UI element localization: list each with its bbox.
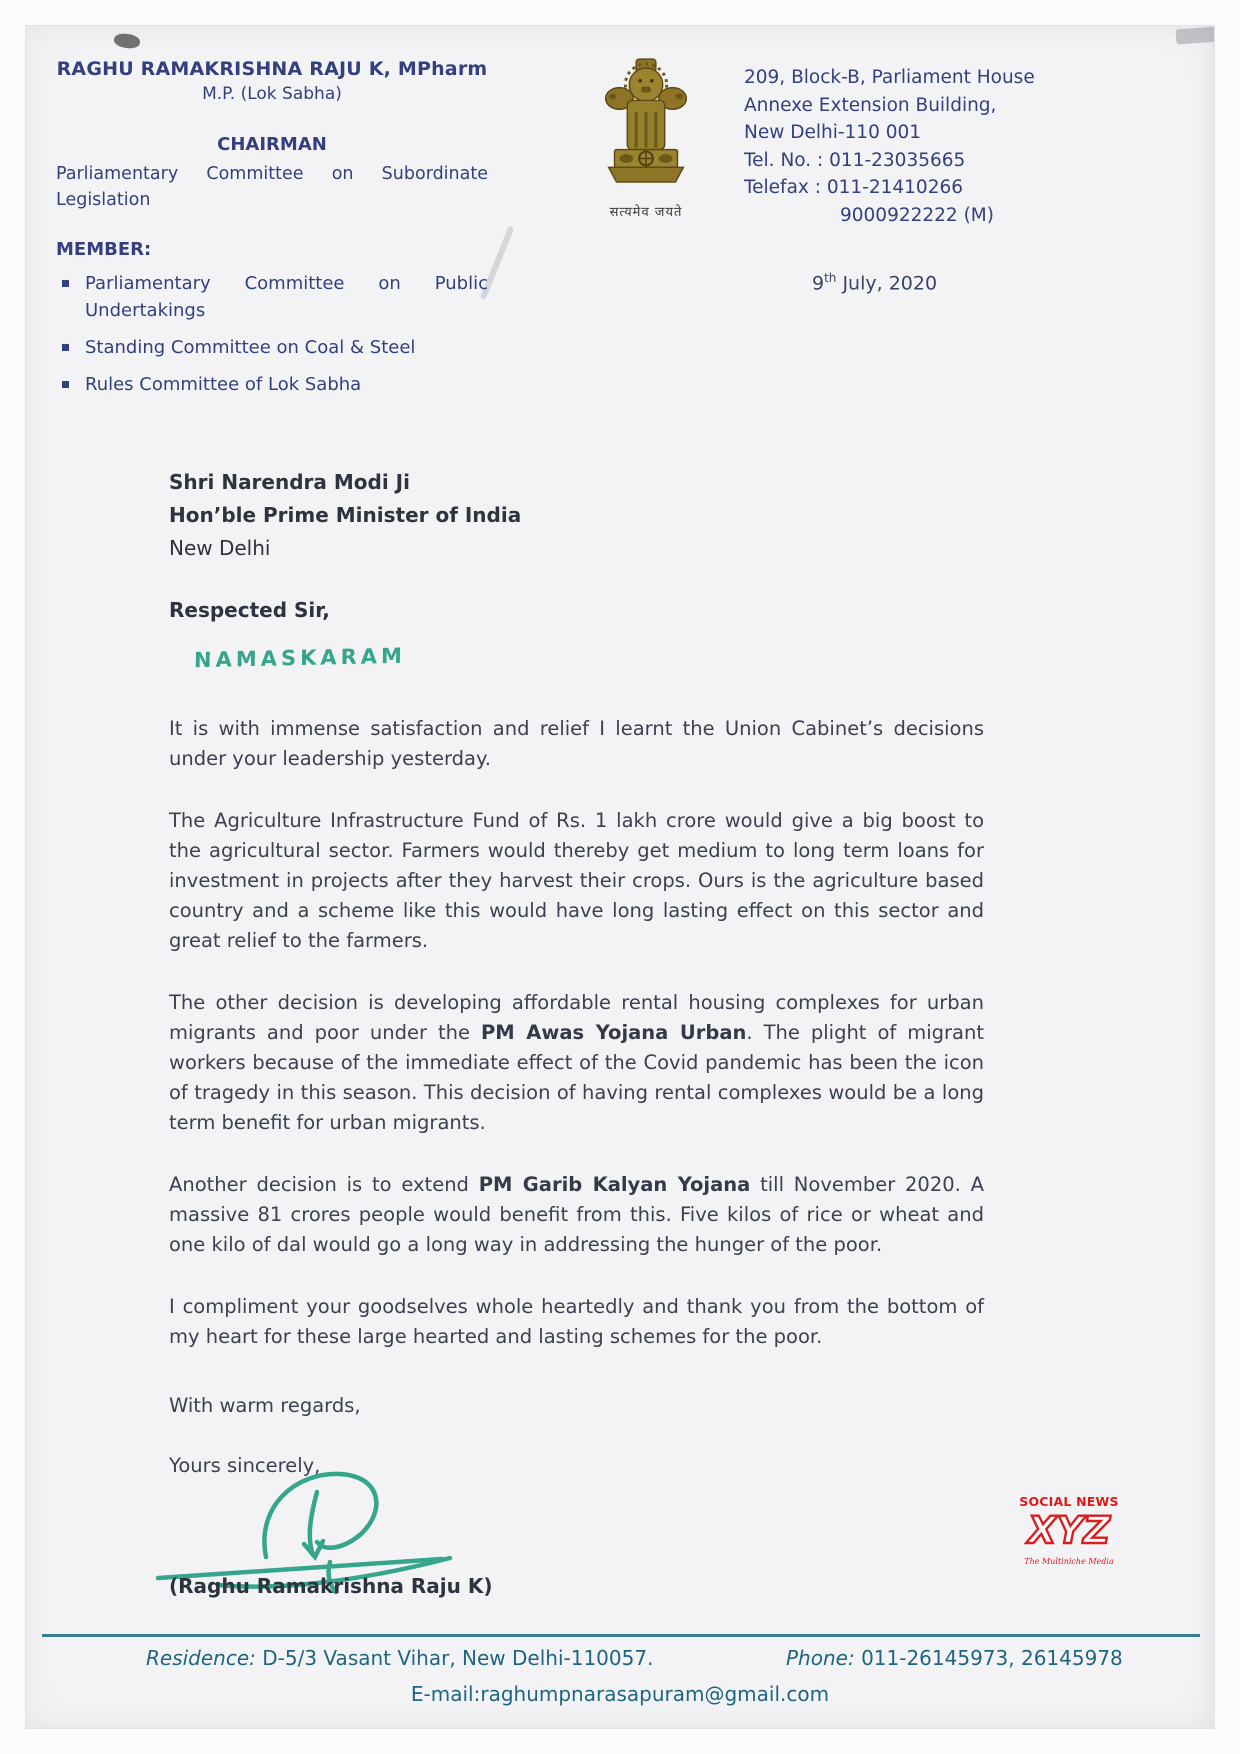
membership-label: Standing Committee on Coal & Steel <box>85 337 416 358</box>
watermark-tagline: The Multiniche Media <box>1024 1557 1114 1566</box>
square-bullet-icon <box>62 280 69 287</box>
body-paragraph <box>169 806 984 956</box>
address-line: Annexe Extension Building, <box>744 94 997 116</box>
sender-name: RAGHU RAMAKRISHNA RAJU K, MPharm <box>56 58 488 80</box>
paragraph-text: The Agriculture Infrastructure Fund of Rs. 1 lakh crore would give a big boost to the agricultural sector. Farmers would thereby get medium to long term loans for investment in projects after they harvest their crops. Ours is the agriculture based country and a scheme like this would have long lasting effect on this sector and great relief to the farmers. <box>169 809 984 952</box>
square-bullet-icon <box>62 381 69 388</box>
member-heading: MEMBER: <box>56 239 152 260</box>
address-line: 209, Block-B, Parliament House <box>744 67 1035 88</box>
letterhead-left-block <box>56 58 488 398</box>
residence-label: Residence: <box>146 1646 256 1670</box>
salutation: Respected Sir, <box>169 598 330 622</box>
telefax-line: Telefax : 011-21410266 <box>744 177 964 198</box>
footer-divider <box>42 1634 1200 1637</box>
paragraph-text: It is with immense satisfaction and relief I learnt the Union Cabinet’s decisions under your leadership yesterday. <box>169 717 984 770</box>
body-paragraph <box>169 714 984 774</box>
phone-label: Phone: <box>786 1646 855 1670</box>
membership-item <box>56 270 488 324</box>
recipient-city: New Delhi <box>169 536 271 560</box>
membership-label: Rules Committee of Lok Sabha <box>85 374 362 395</box>
paragraph-bold-text: PM Awas Yojana Urban <box>480 1021 747 1044</box>
footer-email: E-mail:raghumpnarasapuram@gmail.com <box>410 1682 830 1706</box>
emblem-block <box>571 56 721 220</box>
recipient-block <box>169 466 521 565</box>
watermark-social-news-text: SOCIAL NEWS <box>1019 1494 1119 1509</box>
membership-list <box>56 270 488 398</box>
phone-value: 011-26145973, 26145978 <box>861 1646 1123 1670</box>
emblem-motto: सत्यमेव जयते <box>609 205 683 220</box>
membership-item <box>56 334 488 361</box>
social-news-xyz-watermark <box>1008 1494 1130 1566</box>
membership-label: Parliamentary Committee on Public Undertakings <box>85 273 488 321</box>
paragraph-text: I compliment your goodselves whole heartedly and thank you from the bottom of my heart for these large hearted and lasting schemes for the poor. <box>169 1295 984 1348</box>
paragraph-text: Another decision is to extend <box>169 1173 479 1196</box>
body-paragraph <box>169 1292 984 1352</box>
handwritten-greeting: NAMASKARAM <box>193 643 407 673</box>
address-line: New Delhi-110 001 <box>744 122 922 143</box>
letter-date <box>812 265 1104 298</box>
footer-residence <box>146 1646 653 1670</box>
date-rest: July, 2020 <box>836 272 938 295</box>
signer-name: (Raghu Ramakrishna Raju K) <box>169 1574 493 1598</box>
emblem-of-india-icon <box>587 56 705 196</box>
sender-designation: M.P. (Lok Sabha) <box>202 84 342 104</box>
scan-smudge-artifact <box>113 32 141 49</box>
recipient-name: Shri Narendra Modi Ji <box>169 470 410 494</box>
body-paragraph <box>169 1170 984 1260</box>
letterhead-right-block <box>744 64 1104 298</box>
closing-sincerely: Yours sincerely, <box>169 1454 321 1477</box>
letter-page <box>25 25 1215 1729</box>
paragraph-text: The other decision is developing affordable rental housing complexes for urban migrants and poor under the <box>169 991 984 1044</box>
body-paragraph <box>169 988 984 1138</box>
paragraph-text: till November 2020. A massive 81 crores people would benefit from this. Five kilos of rice or wheat and one kilo of dal would go a long way in addressing the hunger of the poor. <box>169 1173 984 1256</box>
paragraph-text: . The plight of migrant workers because of the immediate effect of the Covid pandemic has been the icon of tragedy in this season. This decision of having rental complexes would be a long term benefit for urban migrants. <box>169 1021 985 1134</box>
mobile-line: 9000922222 (M) <box>840 204 994 226</box>
recipient-title: Hon’ble Prime Minister of India <box>169 503 522 527</box>
closing-regards: With warm regards, <box>169 1394 361 1417</box>
scan-corner-artifact <box>1176 27 1215 45</box>
residence-value: D-5/3 Vasant Vihar, New Delhi-110057. <box>262 1646 654 1670</box>
letter-body <box>169 714 984 1384</box>
footer-phone <box>786 1646 1123 1670</box>
chairman-heading: CHAIRMAN <box>217 134 327 155</box>
membership-item <box>56 371 488 398</box>
date-ordinal: th <box>824 271 837 285</box>
telephone-line: Tel. No. : 011-23035665 <box>744 149 966 171</box>
paragraph-bold-text: PM Garib Kalyan Yojana <box>478 1173 751 1196</box>
date-day: 9 <box>812 272 825 295</box>
watermark-xyz-logo-icon <box>1010 1509 1128 1553</box>
square-bullet-icon <box>62 344 69 351</box>
svg-text:XYZ: XYZ <box>1027 1509 1111 1552</box>
chairman-committee: Parliamentary Committee on Subordinate Legislation <box>56 164 488 210</box>
